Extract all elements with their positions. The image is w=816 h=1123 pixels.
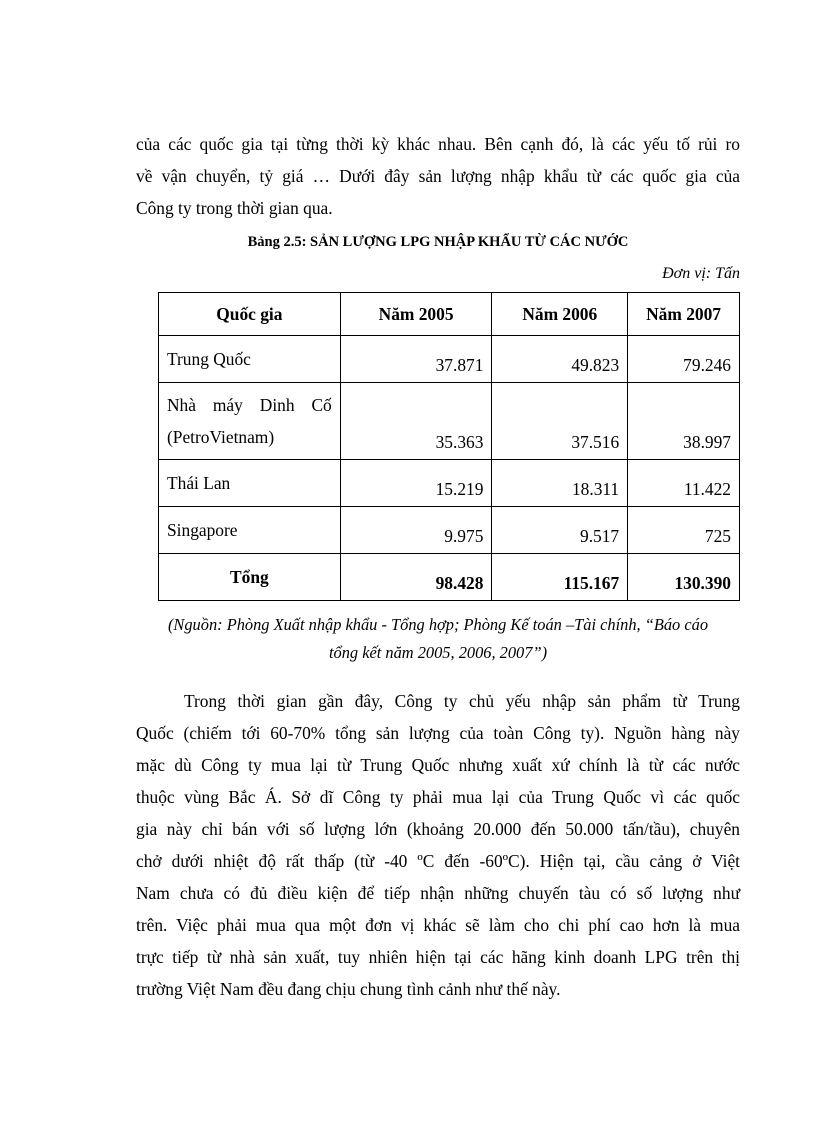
table-header-row	[159, 293, 740, 336]
value-2005: 35.363	[340, 383, 492, 460]
country-name-line-1: Nhà máy Dinh Cố	[167, 395, 332, 415]
country-name-line-2: (PetroVietnam)	[167, 427, 275, 447]
country-name	[159, 383, 341, 460]
value-2007: 79.246	[628, 336, 740, 383]
table-total-row	[159, 554, 740, 601]
country-name: Trung Quốc	[159, 336, 341, 383]
header-year-2006: Năm 2006	[492, 293, 628, 336]
value-2006: 37.516	[492, 383, 628, 460]
intro-line: về vận chuyển, tỷ giá … Dưới đây sản lượng nhập khẩu từ các quốc gia của	[136, 166, 740, 186]
body-line: mặc dù Công ty mua lại từ Trung Quốc nhưng xuất xứ chính là từ các nước	[136, 755, 740, 775]
body-line: trường Việt Nam đều đang chịu chung tình cảnh như thế này.	[136, 979, 561, 999]
table-unit: Đơn vị: Tấn	[662, 265, 740, 282]
total-2006: 115.167	[492, 554, 628, 601]
value-2007: 725	[628, 507, 740, 554]
document-page	[136, 128, 740, 1005]
table-caption: Bảng 2.5: SẢN LƯỢNG LPG NHẬP KHẨU TỪ CÁC NƯỚC	[247, 234, 629, 250]
intro-paragraph	[136, 128, 740, 224]
source-line-2: tổng kết năm 2005, 2006, 2007”)	[328, 643, 548, 662]
table-row	[159, 460, 740, 507]
value-2005: 15.219	[340, 460, 492, 507]
header-year-2007: Năm 2007	[628, 293, 740, 336]
total-label: Tổng	[159, 554, 341, 601]
body-line: chở dưới nhiệt độ rất thấp (từ -40 ºC đến -60ºC). Hiện tại, cầu cảng ở Việt	[136, 851, 740, 871]
intro-line: Công ty trong thời gian qua.	[136, 198, 333, 218]
body-line: thuộc vùng Bắc Á. Sở dĩ Công ty phải mua lại của Trung Quốc vì các quốc	[136, 787, 740, 807]
body-line: Trong thời gian gần đây, Công ty chủ yếu nhập sản phẩm từ Trung	[184, 691, 740, 711]
body-line: gia này chỉ bán với số lượng lớn (khoảng 20.000 đến 50.000 tấn/tầu), chuyên	[136, 819, 740, 839]
value-2006: 18.311	[492, 460, 628, 507]
body-line: Quốc (chiếm tới 60-70% tổng sản lượng của toàn Công ty). Nguồn hàng này	[136, 723, 740, 743]
source-line-1: (Nguồn: Phòng Xuất nhập khẩu - Tổng hợp; Phòng Kế toán –Tài chính, “Báo cáo	[167, 615, 709, 634]
value-2007: 38.997	[628, 383, 740, 460]
body-line: trực tiếp từ nhà sản xuất, tuy nhiên hiện tại các hãng kinh doanh LPG trên thị	[136, 947, 740, 967]
header-year-2005: Năm 2005	[340, 293, 492, 336]
table-row	[159, 507, 740, 554]
body-paragraph	[136, 685, 740, 1005]
total-2007: 130.390	[628, 554, 740, 601]
value-2005: 37.871	[340, 336, 492, 383]
value-2006: 9.517	[492, 507, 628, 554]
value-2005: 9.975	[340, 507, 492, 554]
table-row	[159, 336, 740, 383]
header-country: Quốc gia	[159, 293, 341, 336]
value-2007: 11.422	[628, 460, 740, 507]
body-line: Nam chưa có đủ điều kiện để tiếp nhận những chuyến tàu có số lượng như	[136, 883, 740, 903]
country-name: Singapore	[159, 507, 341, 554]
table-row	[159, 383, 740, 460]
import-volume-table	[158, 292, 740, 601]
intro-line: của các quốc gia tại từng thời kỳ khác nhau. Bên cạnh đó, là các yếu tố rủi ro	[136, 134, 740, 154]
total-2005: 98.428	[340, 554, 492, 601]
table-source	[126, 611, 750, 667]
body-line: trên. Việc phải mua qua một đơn vị khác sẽ làm cho chi phí cao hơn là mua	[136, 915, 740, 935]
value-2006: 49.823	[492, 336, 628, 383]
country-name: Thái Lan	[159, 460, 341, 507]
